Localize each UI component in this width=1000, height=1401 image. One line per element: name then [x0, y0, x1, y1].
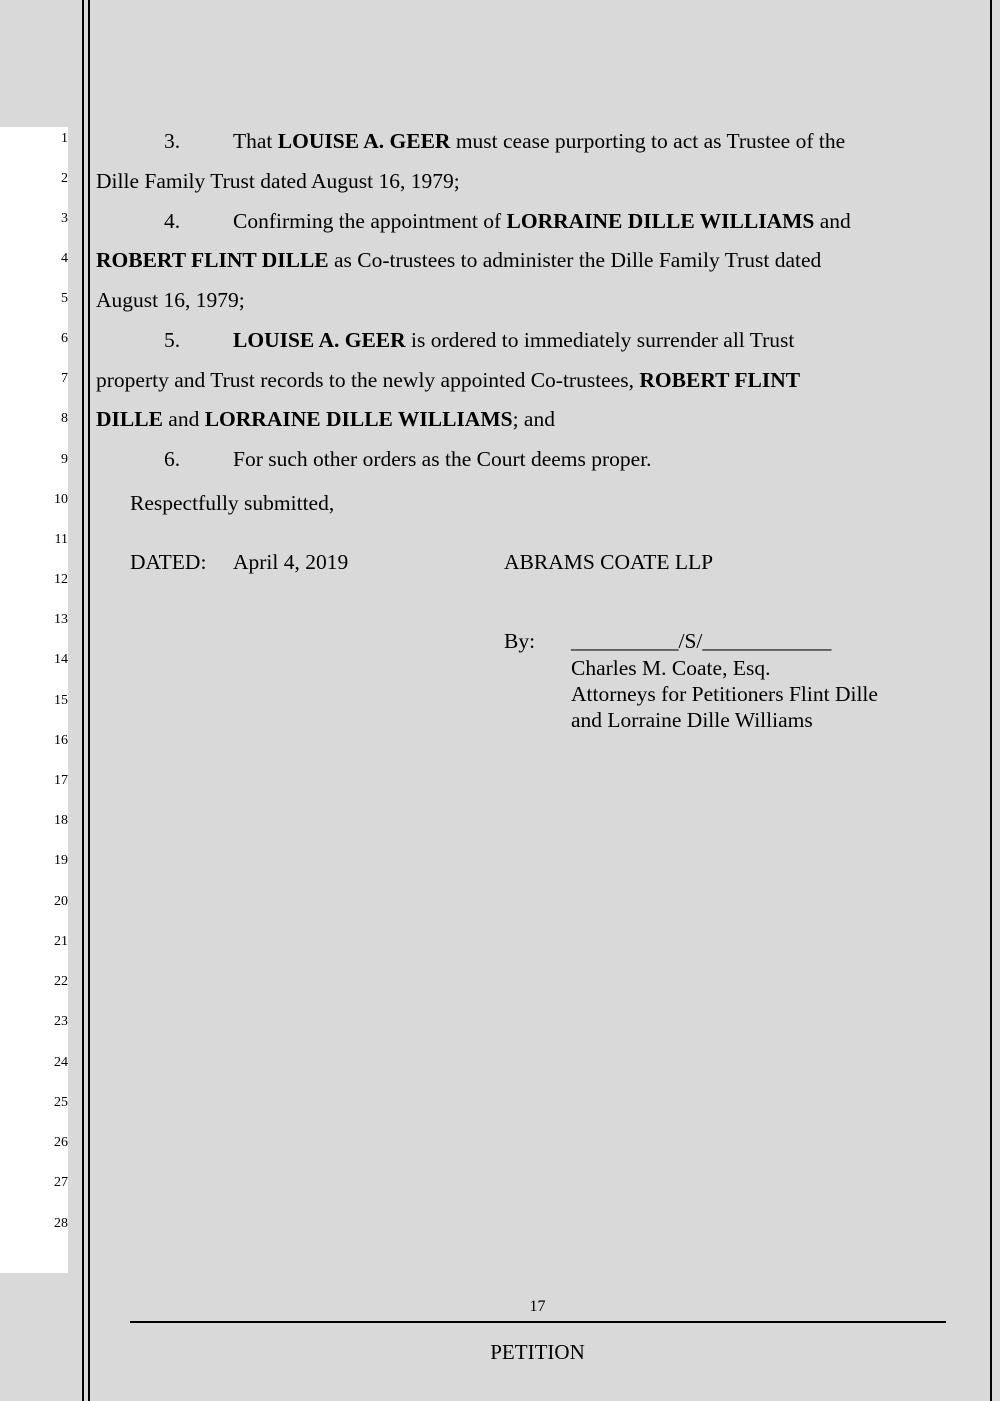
- line-number: 11: [54, 532, 68, 547]
- line-number: 8: [61, 411, 68, 426]
- paragraph-4-line-3: August 16, 1979;: [96, 288, 245, 312]
- line-number: 2: [61, 171, 68, 186]
- by-label: By:: [504, 629, 536, 653]
- line-number: 16: [54, 733, 68, 748]
- paragraph-3-line-1: 3. That LOUISE A. GEER must cease purporting to act as Trustee of the: [96, 128, 946, 154]
- paragraph-4-line-2: ROBERT FLINT DILLE as Co-trustees to administer the Dille Family Trust dated: [96, 248, 822, 272]
- signature-line: __________/S/____________: [571, 629, 832, 653]
- line-number: 20: [54, 894, 68, 909]
- paragraph-number: 4.: [164, 209, 181, 233]
- line-number: 22: [54, 974, 68, 989]
- firm-name: ABRAMS COATE LLP: [504, 550, 714, 574]
- page-number: 17: [529, 1298, 546, 1315]
- line-number: 13: [54, 612, 68, 627]
- paragraph-number: 5.: [164, 328, 181, 352]
- paragraph-number: 3.: [164, 129, 181, 153]
- closing: Respectfully submitted,: [130, 491, 335, 515]
- line-number: 21: [54, 934, 68, 949]
- dated-label: DATED:: [130, 550, 207, 574]
- paragraph-4-line-1: 4. Confirming the appointment of LORRAINE DILLE WILLIAMS and: [96, 208, 946, 234]
- line-number: 3: [61, 211, 68, 226]
- line-number: 5: [61, 291, 68, 306]
- footer-title: PETITION: [490, 1340, 585, 1364]
- signer-role-line-2: and Lorraine Dille Williams: [571, 708, 813, 732]
- signer-name: Charles M. Coate, Esq.: [571, 656, 771, 680]
- line-number: 27: [54, 1175, 68, 1190]
- line-number: 28: [54, 1216, 68, 1231]
- right-margin-rule: [990, 0, 992, 1401]
- left-margin-rule: [82, 0, 84, 1401]
- footer-rule: [130, 1321, 946, 1323]
- line-number: 15: [54, 693, 68, 708]
- line-number: 25: [54, 1095, 68, 1110]
- line-number: 7: [61, 371, 68, 386]
- line-number: 14: [54, 652, 68, 667]
- date: April 4, 2019: [233, 550, 349, 574]
- paragraph-5-line-3: DILLE and LORRAINE DILLE WILLIAMS; and: [96, 407, 555, 431]
- paragraph-5-line-1: 5. LOUISE A. GEER is ordered to immediately surrender all Trust: [96, 327, 946, 353]
- paragraph-number: 6.: [164, 447, 181, 471]
- line-number: 17: [54, 773, 68, 788]
- signer-role-line-1: Attorneys for Petitioners Flint Dille: [571, 682, 878, 706]
- left-margin-rule-inner: [88, 0, 90, 1401]
- line-number: 23: [54, 1014, 68, 1029]
- line-number: 9: [61, 452, 68, 467]
- line-number: 10: [54, 492, 68, 507]
- paragraph-5-line-2: property and Trust records to the newly appointed Co-trustees, ROBERT FLINT: [96, 368, 801, 392]
- paragraph-3-line-2: Dille Family Trust dated August 16, 1979;: [96, 169, 460, 193]
- line-number: 18: [54, 813, 68, 828]
- line-number: 1: [61, 131, 68, 146]
- line-number: 26: [54, 1135, 68, 1150]
- line-number: 19: [54, 853, 68, 868]
- paragraph-6-line-1: 6. For such other orders as the Court deems proper.: [96, 446, 946, 472]
- line-number: 12: [54, 572, 68, 587]
- line-number: 4: [61, 251, 68, 266]
- line-number: 24: [54, 1055, 68, 1070]
- line-number: 6: [61, 331, 68, 346]
